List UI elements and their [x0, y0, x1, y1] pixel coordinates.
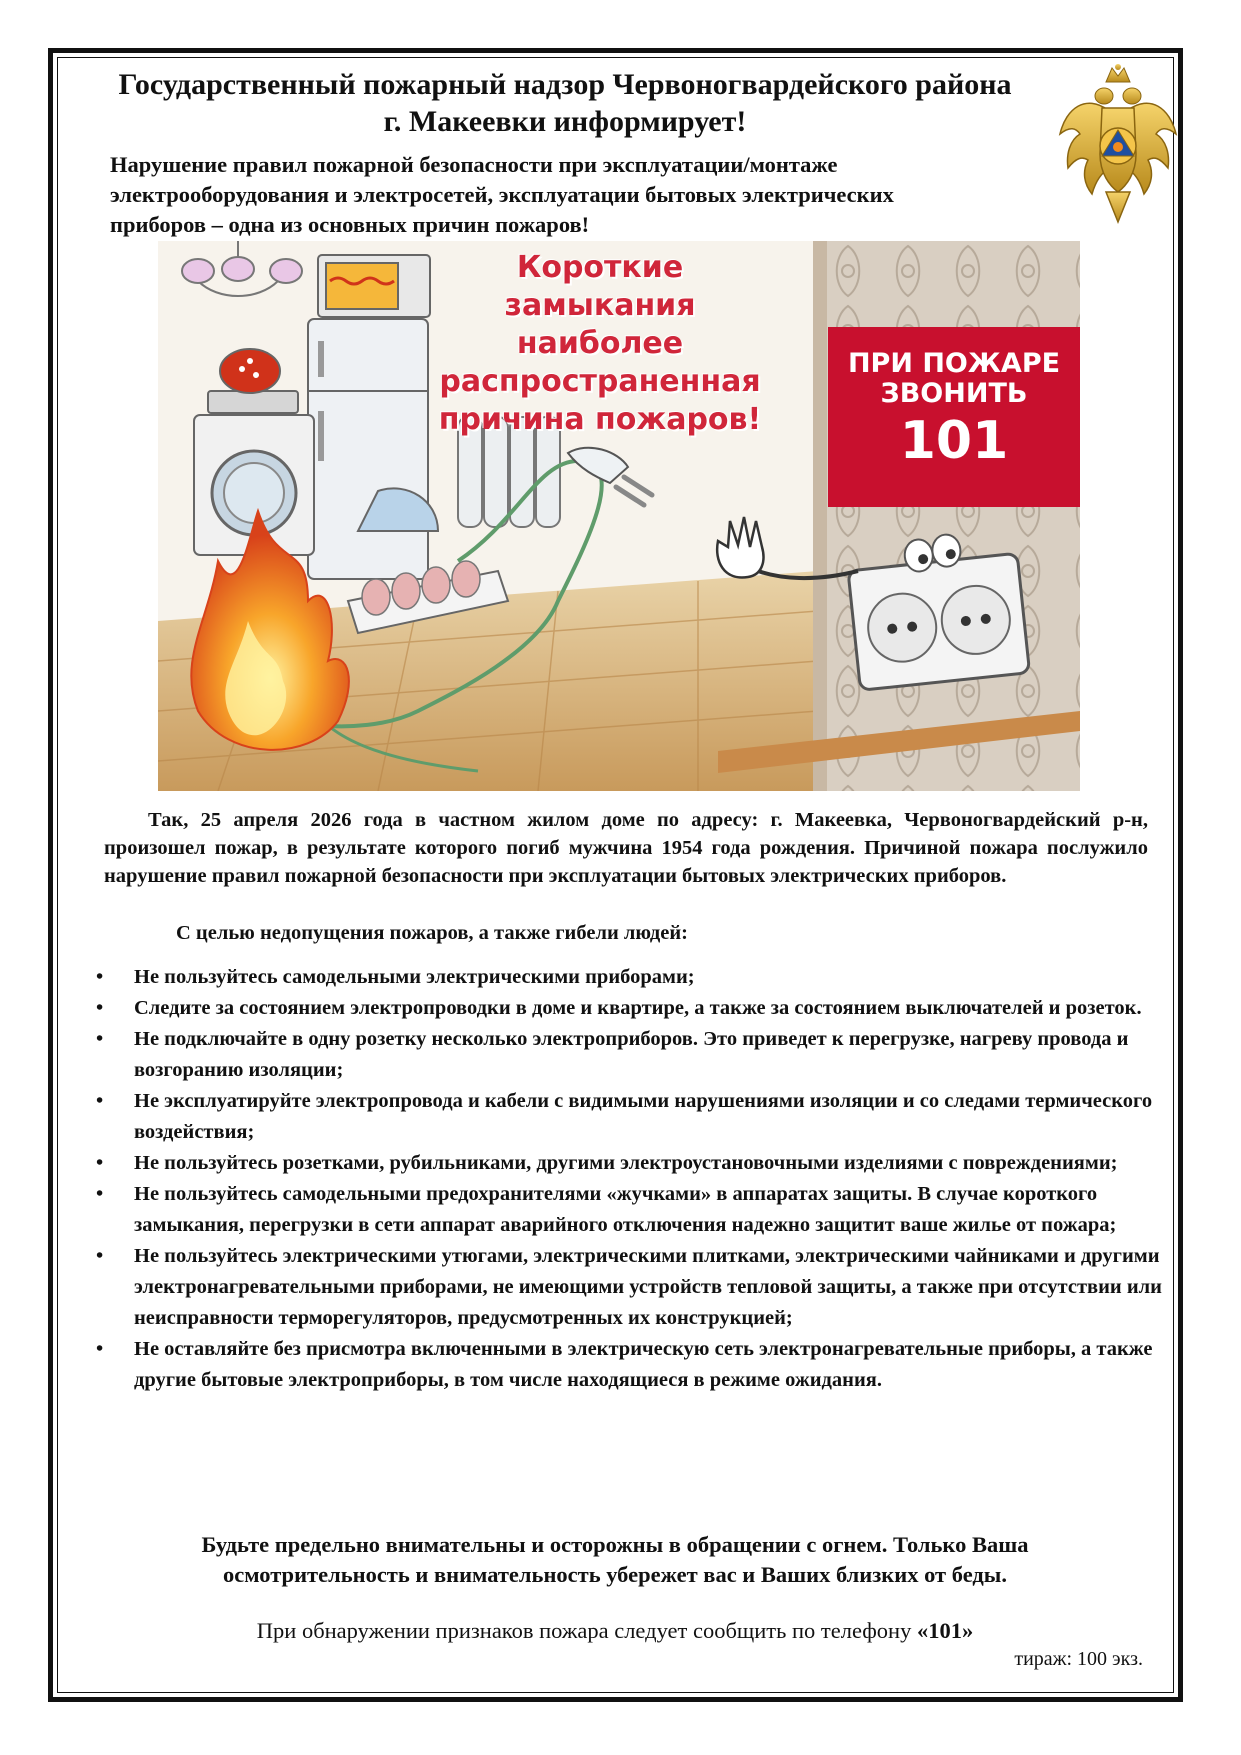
warning-line-2: осмотрительность и внимательность убережет вас и Ваших близких от беды. [223, 1562, 1007, 1587]
sign-number: 101 [899, 411, 1009, 471]
sign-line-1: ПРИ ПОЖАРЕ [847, 348, 1061, 379]
safety-rules-list [88, 962, 1180, 1396]
title-line-1: Государственный пожарный надзор Червоногвардейского района [118, 68, 1012, 101]
rule-text: Следите за состоянием электропроводки в доме и квартире, а также за состоянием выключателей и розеток. [134, 997, 1142, 1019]
bullet-icon: • [96, 1028, 104, 1050]
poster-headline-line-3: распространенная [439, 364, 761, 399]
intro-line-2: электрооборудования и электросетей, эксплуатации бытовых электрических [110, 182, 894, 207]
goal-line: С целью недопущения пожаров, а также гибели людей: [176, 922, 688, 944]
list-item [88, 1148, 1180, 1179]
list-item [88, 1179, 1180, 1241]
list-item [88, 962, 1180, 993]
warning-line-1: Будьте предельно внимательны и осторожны в обращении с огнем. Только Ваша [201, 1532, 1029, 1557]
bullet-icon: • [96, 966, 104, 988]
rule-text: Не эксплуатируйте электропровода и кабели с видимыми нарушениями изоляции и со следами термического воздействия; [134, 1090, 1153, 1143]
list-item [88, 1241, 1180, 1334]
title-line-2: г. Макеевки информирует! [383, 105, 747, 138]
bullet-icon: • [96, 997, 104, 1019]
intro-text [110, 150, 1010, 240]
poster-headline-line-4: причина пожаров! [438, 402, 762, 437]
rule-text: Не пользуйтесь электрическими утюгами, электрическими плитками, электрическими чайниками и другими электронагревательными приборами, не имеющими устройств тепловой защиты, а также при отсутствии или неисправности терморегуляторов, предусмотренных их конструкцией; [134, 1245, 1162, 1329]
sign-line-2: ЗВОНИТЬ [880, 378, 1028, 409]
warning-text [120, 1530, 1110, 1590]
bullet-icon: • [96, 1090, 104, 1112]
bullet-icon: • [96, 1338, 104, 1360]
rule-text: Не пользуйтесь розетками, рубильниками, другими электроустановочными изделиями с повреждениями; [134, 1152, 1118, 1174]
phone-number: «101» [916, 1618, 974, 1643]
emergency-call-sign [828, 327, 1080, 507]
list-item [88, 1334, 1180, 1396]
poster-headline [420, 249, 780, 439]
rule-text: Не пользуйтесь самодельными предохранителями «жучками» в аппаратах защиты. В случае короткого замыкания, перегрузки в сети аппарат аварийного отключения надежно защитит ваше жилье от пожара; [134, 1183, 1117, 1236]
list-item [88, 1024, 1180, 1086]
incident-paragraph [104, 806, 1148, 890]
bullet-icon: • [96, 1183, 104, 1205]
bullet-icon: • [96, 1152, 104, 1174]
intro-line-1: Нарушение правил пожарной безопасности при эксплуатации/монтаже [110, 152, 838, 177]
intro-line-3: приборов – одна из основных причин пожаров! [110, 212, 590, 237]
list-item [88, 993, 1180, 1024]
bullet-icon: • [96, 1245, 104, 1267]
list-item [88, 1086, 1180, 1148]
page-title [60, 66, 1070, 140]
print-run: тираж: 100 экз. [1014, 1648, 1143, 1670]
phone-notice [150, 1618, 1080, 1644]
rule-text: Не пользуйтесь самодельными электрическими приборами; [134, 966, 695, 988]
rule-text: Не оставляйте без присмотра включенными в электрическую сеть электронагревательные приборы, а также другие бытовые электроприборы, в том числе находящиеся в режиме ожидания. [134, 1338, 1153, 1391]
poster-headline-line-2: наиболее [516, 326, 684, 361]
fire-safety-poster [158, 241, 1080, 791]
rule-text: Не подключайте в одну розетку несколько электроприборов. Это приведет к перегрузке, нагреву провода и возгоранию изоляции; [134, 1028, 1129, 1081]
emergency-ministry-emblem-icon [1056, 64, 1180, 226]
incident-text: Так, 25 апреля 2026 года в частном жилом доме по адресу: г. Макеевка, Червоногвардейский р-н, произошел пожар, в результате которого погиб мужчина 1954 года рождения. Причиной пожара послужило нарушение правил пожарной безопасности при эксплуатации бытовых электрических приборов. [104, 809, 1148, 887]
poster-headline-line-1: Короткие замыкания [504, 250, 696, 323]
phone-text: При обнаружении признаков пожара следует сообщить по телефону [256, 1618, 917, 1643]
